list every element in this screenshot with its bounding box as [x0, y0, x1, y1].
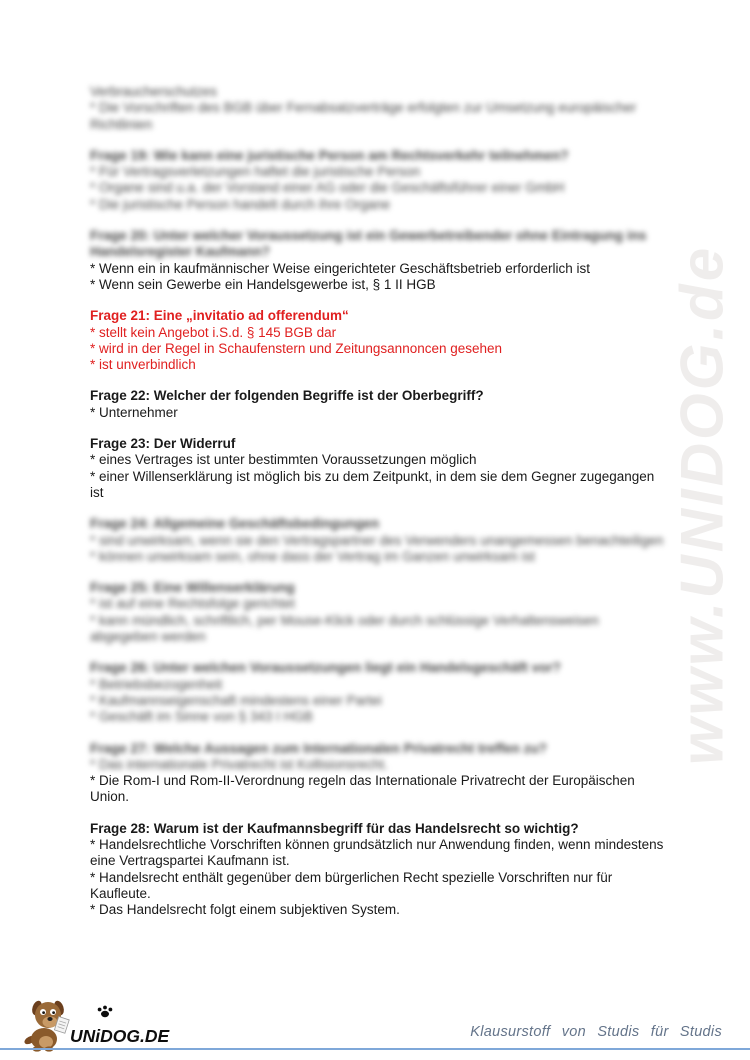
- answer-line: * Unternehmer: [90, 404, 178, 420]
- question-heading: Frage 19: Wie kann eine juristische Person am Rechtsverkehr teilnehmen?: [90, 147, 569, 163]
- question-23: [90, 436, 664, 501]
- answer-line: * ist unverbindlich: [90, 357, 196, 373]
- question-heading: Frage 27: Welche Aussagen zum Internationalen Privatrecht treffen zu?: [90, 740, 547, 756]
- answer-line: * Organe sind u.a. der Vorstand einer AG oder die Geschäftsführer einer GmbH: [90, 180, 565, 196]
- unidog-watermark: www.UNIDOG.de: [668, 244, 736, 766]
- answer-line: * kann mündlich, schriftlich, per Mouse-Klick oder durch schlüssige Verhaltensweisen abgegeben werden: [90, 612, 599, 645]
- question-heading: Frage 21: Eine „invitatio ad offerendum“: [90, 308, 349, 324]
- document-content: [90, 84, 664, 933]
- question-21: [90, 308, 664, 373]
- question-22: [90, 388, 664, 421]
- dog-mascot-icon: [24, 999, 69, 1051]
- question-heading: Frage 24: Allgemeine Geschäftsbedingungen: [90, 516, 380, 532]
- intro-line: * Die Vorschriften des BGB über Fernabsatzverträge erfolgten zur Umsetzung europäischer Richtlinien: [90, 100, 637, 132]
- answer-line: * Das Handelsrecht folgt einem subjektiven System.: [90, 902, 400, 918]
- question-28: [90, 821, 664, 919]
- unidog-logo: [24, 992, 174, 1054]
- question-27: [90, 741, 664, 806]
- question-20: [90, 228, 664, 293]
- question-heading: Frage 22: Welcher der folgenden Begriffe ist der Oberbegriff?: [90, 388, 484, 404]
- question-24: [90, 516, 664, 565]
- answer-line: * wird in der Regel in Schaufenstern und Zeitungsannoncen gesehen: [90, 340, 503, 356]
- answer-line: * Handelsrechtliche Vorschriften können grundsätzlich nur Anwendung finden, wenn mindestens eine Vertragspartei Kaufmann ist.: [90, 836, 664, 869]
- answer-line: * stellt kein Angebot i.S.d. § 145 BGB dar: [90, 324, 337, 340]
- question-25: [90, 580, 664, 645]
- answer-line: * Die Rom-I und Rom-II-Verordnung regeln das Internationale Privatrecht der Europäischen Union.: [90, 773, 635, 805]
- paw-print-icon: [98, 1006, 113, 1018]
- question-heading: Frage 20: Unter welcher Voraussetzung ist ein Gewerbetreibender ohne Eintragung ins Handelsregister Kaufmann?: [90, 228, 647, 260]
- answer-line: * Wenn ein in kaufmännischer Weise eingerichteter Geschäftsbetrieb erforderlich ist: [90, 260, 590, 276]
- question-heading: Frage 26: Unter welchen Voraussetzungen liegt ein Handelsgeschäft vor?: [90, 660, 561, 676]
- answer-line: * einer Willenserklärung ist möglich bis zu dem Zeitpunkt, in dem sie dem Gegner zugegangen ist: [90, 468, 655, 500]
- answer-line: * Betriebsbezogenheit: [90, 676, 223, 692]
- answer-line: * Das internationale Privatrecht ist Kollisionsrecht.: [90, 756, 388, 772]
- answer-line: * Kaufmannseigenschaft mindestens einer Partei: [90, 692, 382, 708]
- answer-line: * Handelsrecht enthält gegenüber dem bürgerlichen Recht spezielle Vorschriften nur für Kaufleute.: [90, 869, 613, 901]
- answer-line: * eines Vertrages ist unter bestimmten Voraussetzungen möglich: [90, 452, 477, 468]
- answer-line: * sind unwirksam, wenn sie den Vertragspartner des Verwenders unangemessen benachteiligen: [90, 532, 664, 548]
- question-heading: Frage 23: Der Widerruf: [90, 436, 236, 452]
- footer-divider-line: [0, 1048, 750, 1050]
- question-heading: Frage 28: Warum ist der Kaufmannsbegriff für das Handelsrecht so wichtig?: [90, 820, 579, 836]
- intro-section: [90, 84, 664, 133]
- question-heading: Frage 25: Eine Willenserklärung: [90, 580, 295, 596]
- answer-line: * Die juristische Person handelt durch ihre Organe: [90, 196, 391, 212]
- answer-line: * Wenn sein Gewerbe ein Handelsgewerbe ist, § 1 II HGB: [90, 276, 436, 292]
- unidog-wordmark: UNiDOG.DE: [70, 1026, 170, 1046]
- question-26: [90, 660, 664, 725]
- answer-line: * ist auf eine Rechtsfolge gerichtet: [90, 596, 295, 612]
- intro-line: Verbraucherschutzes: [90, 84, 217, 99]
- footer-tagline: Klausurstoff von Studis für Studis: [470, 1024, 722, 1040]
- answer-line: * Geschäft im Sinne von § 343 I HGB: [90, 709, 313, 725]
- question-19: [90, 148, 664, 213]
- answer-line: * Für Vertragsverletzungen haftet die juristische Person: [90, 164, 421, 180]
- answer-line: * können unwirksam sein, ohne dass der Vertrag im Ganzen unwirksam ist: [90, 548, 535, 564]
